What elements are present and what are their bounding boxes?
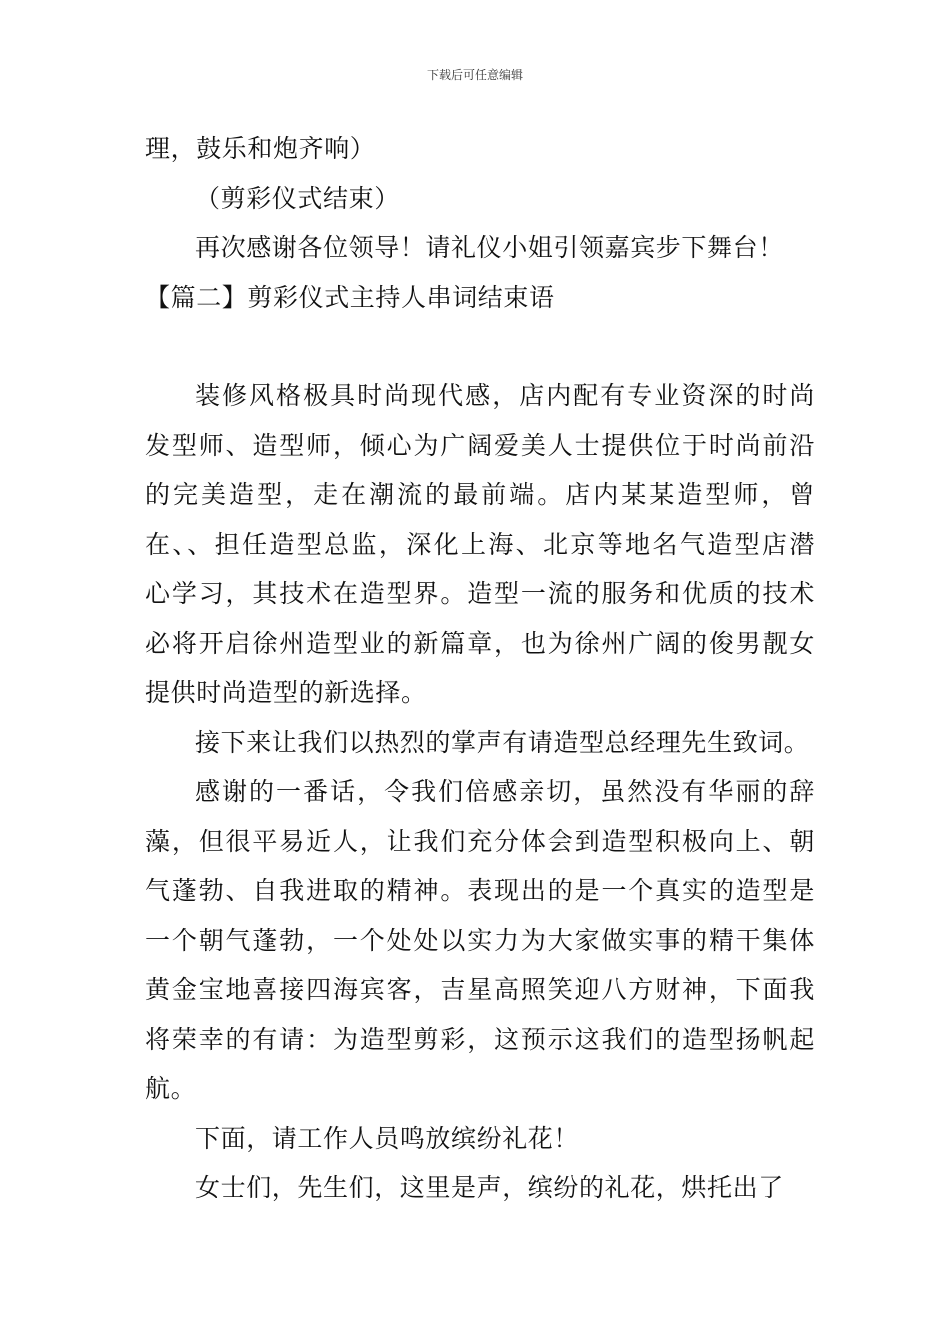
text-line: （剪彩仪式结束） xyxy=(195,183,400,213)
text-line: 一个朝气蓬勃，一个处处以实力为大家做实事的精干集体 xyxy=(145,925,815,955)
document-body xyxy=(145,124,815,1213)
text-line: 感谢的一番话，令我们倍感亲切，虽然没有华丽的辞 xyxy=(195,777,815,806)
paragraph-1 xyxy=(145,371,815,718)
paragraph-2: 接下来让我们以热烈的掌声有请造型总经理先生致词。 xyxy=(195,727,810,757)
text-line: 提供时尚造型的新选择。 xyxy=(145,678,427,707)
text-line: 发型师、造型师，倾心为广阔爱美人士提供位于时尚前沿 xyxy=(145,430,815,460)
text-line: 黄金宝地喜接四海宾客，吉星高照笑迎八方财神，下面我 xyxy=(145,975,815,1004)
text-line: 心学习，其技术在造型界。造型一流的服务和优质的技术 xyxy=(145,579,815,608)
text-line: 的完美造型，走在潮流的最前端。店内某某造型师，曾 xyxy=(145,480,815,509)
paragraph-5: 女士们，先生们，这里是声，缤纷的礼花，烘托出了 xyxy=(195,1173,784,1202)
page-header: 下载后可任意编辑 xyxy=(426,68,523,82)
text-line: 必将开启徐州造型业的新篇章，也为徐州广阔的俊男靓女 xyxy=(145,628,815,658)
text-line: 航。 xyxy=(145,1074,197,1103)
spacer xyxy=(145,322,815,371)
text-line: 气蓬勃、自我进取的精神。表现出的是一个真实的造型是 xyxy=(145,876,815,905)
paragraph-4: 下面，请工作人员鸣放缤纷礼花！ xyxy=(195,1123,580,1153)
text-line: 理，鼓乐和炮齐响） xyxy=(145,134,376,163)
text-line: 再次感谢各位领导！请礼仪小姐引领嘉宾步下舞台！ xyxy=(195,233,784,262)
text-line: 在、、担任造型总监，深化上海、北京等地名气造型店潜 xyxy=(145,529,815,559)
paragraph-3 xyxy=(145,767,815,1114)
section-title: 【篇二】剪彩仪式主持人串词结束语 xyxy=(145,282,555,312)
text-line: 将荣幸的有请：为造型剪彩，这预示这我们的造型扬帆起 xyxy=(145,1024,815,1054)
text-line: 藻，但很平易近人，让我们充分体会到造型积极向上、朝 xyxy=(145,826,815,856)
text-line: 装修风格极具时尚现代感，店内配有专业资深的时尚 xyxy=(195,381,815,410)
